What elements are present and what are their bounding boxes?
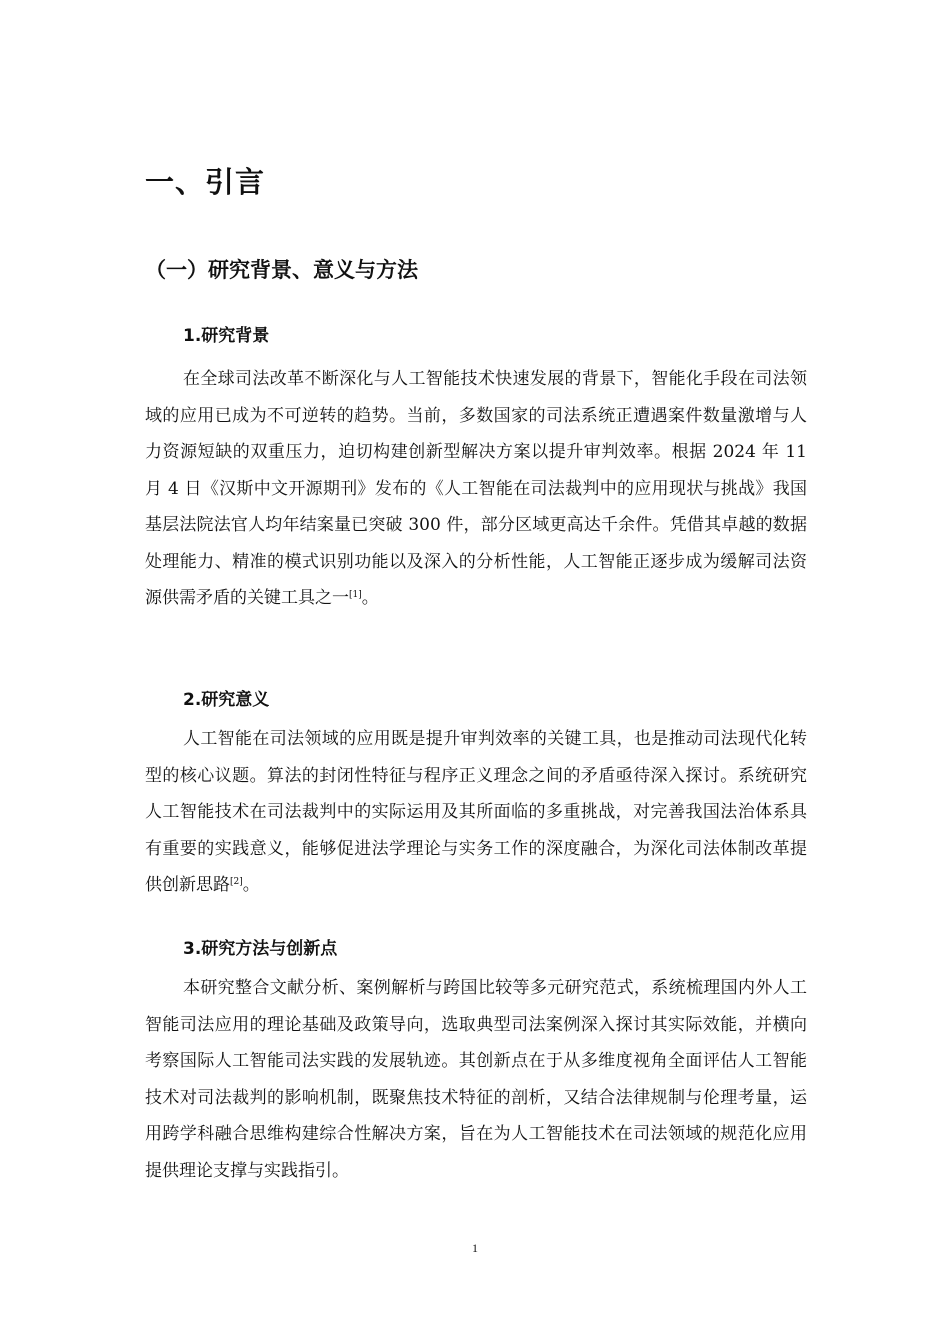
paragraph-background [145,361,807,617]
paragraph-significance [145,721,807,904]
citation-ref[interactable]: [1] [349,590,362,600]
page-number: 1 [472,1241,478,1255]
section-heading: （一）研究背景、意义与方法 [145,258,418,282]
subsection-heading-methods: 3.研究方法与创新点 [183,939,338,959]
paragraph-end: 。 [361,588,379,608]
paragraph-end: 。 [242,875,260,895]
paragraph-text: 在全球司法改革不断深化与人工智能技术快速发展的背景下，智能化手段在司法领域的应用已成为不可逆转的趋势。当前，多数国家的司法系统正遭遇案件数量激增与人力资源短缺的双重压力，迫切构建创新型解决方案以提升审判效率。根据 2024 年 11 月 4 日《汉斯中文开源期刊》发布的《人工智能在司法裁判中的应用现状与挑战》我国基层法院法官人均年结案量已突破 300 件，部分区域更高达千余件。凭借其卓越的数据处理能力、精准的模式识别功能以及深入的分析性能，人工智能正逐步成为缓解司法资源供需矛盾的关键工具之一 [145,369,807,608]
subsection-heading-background: 1.研究背景 [183,326,270,346]
subsection-heading-significance: 2.研究意义 [183,690,270,710]
paragraph-methods [145,970,807,1189]
citation-ref[interactable]: [2] [230,877,243,887]
paragraph-text: 本研究整合文献分析、案例解析与跨国比较等多元研究范式，系统梳理国内外人工智能司法应用的理论基础及政策导向，选取典型司法案例深入探讨其实际效能，并横向考察国际人工智能司法实践的发展轨迹。其创新点在于从多维度视角全面评估人工智能技术对司法裁判的影响机制，既聚焦技术特征的剖析，又结合法律规制与伦理考量，运用跨学科融合思维构建综合性解决方案，旨在为人工智能技术在司法领域的规范化应用提供理论支撑与实践指引。 [145,978,807,1181]
paragraph-text: 人工智能在司法领域的应用既是提升审判效率的关键工具，也是推动司法现代化转型的核心议题。算法的封闭性特征与程序正义理念之间的矛盾亟待深入探讨。系统研究人工智能技术在司法裁判中的实际运用及其所面临的多重挑战，对完善我国法治体系具有重要的实践意义，能够促进法学理论与实务工作的深度融合，为深化司法体制改革提供创新思路 [145,729,807,895]
chapter-heading: 一、引言 [145,165,266,199]
